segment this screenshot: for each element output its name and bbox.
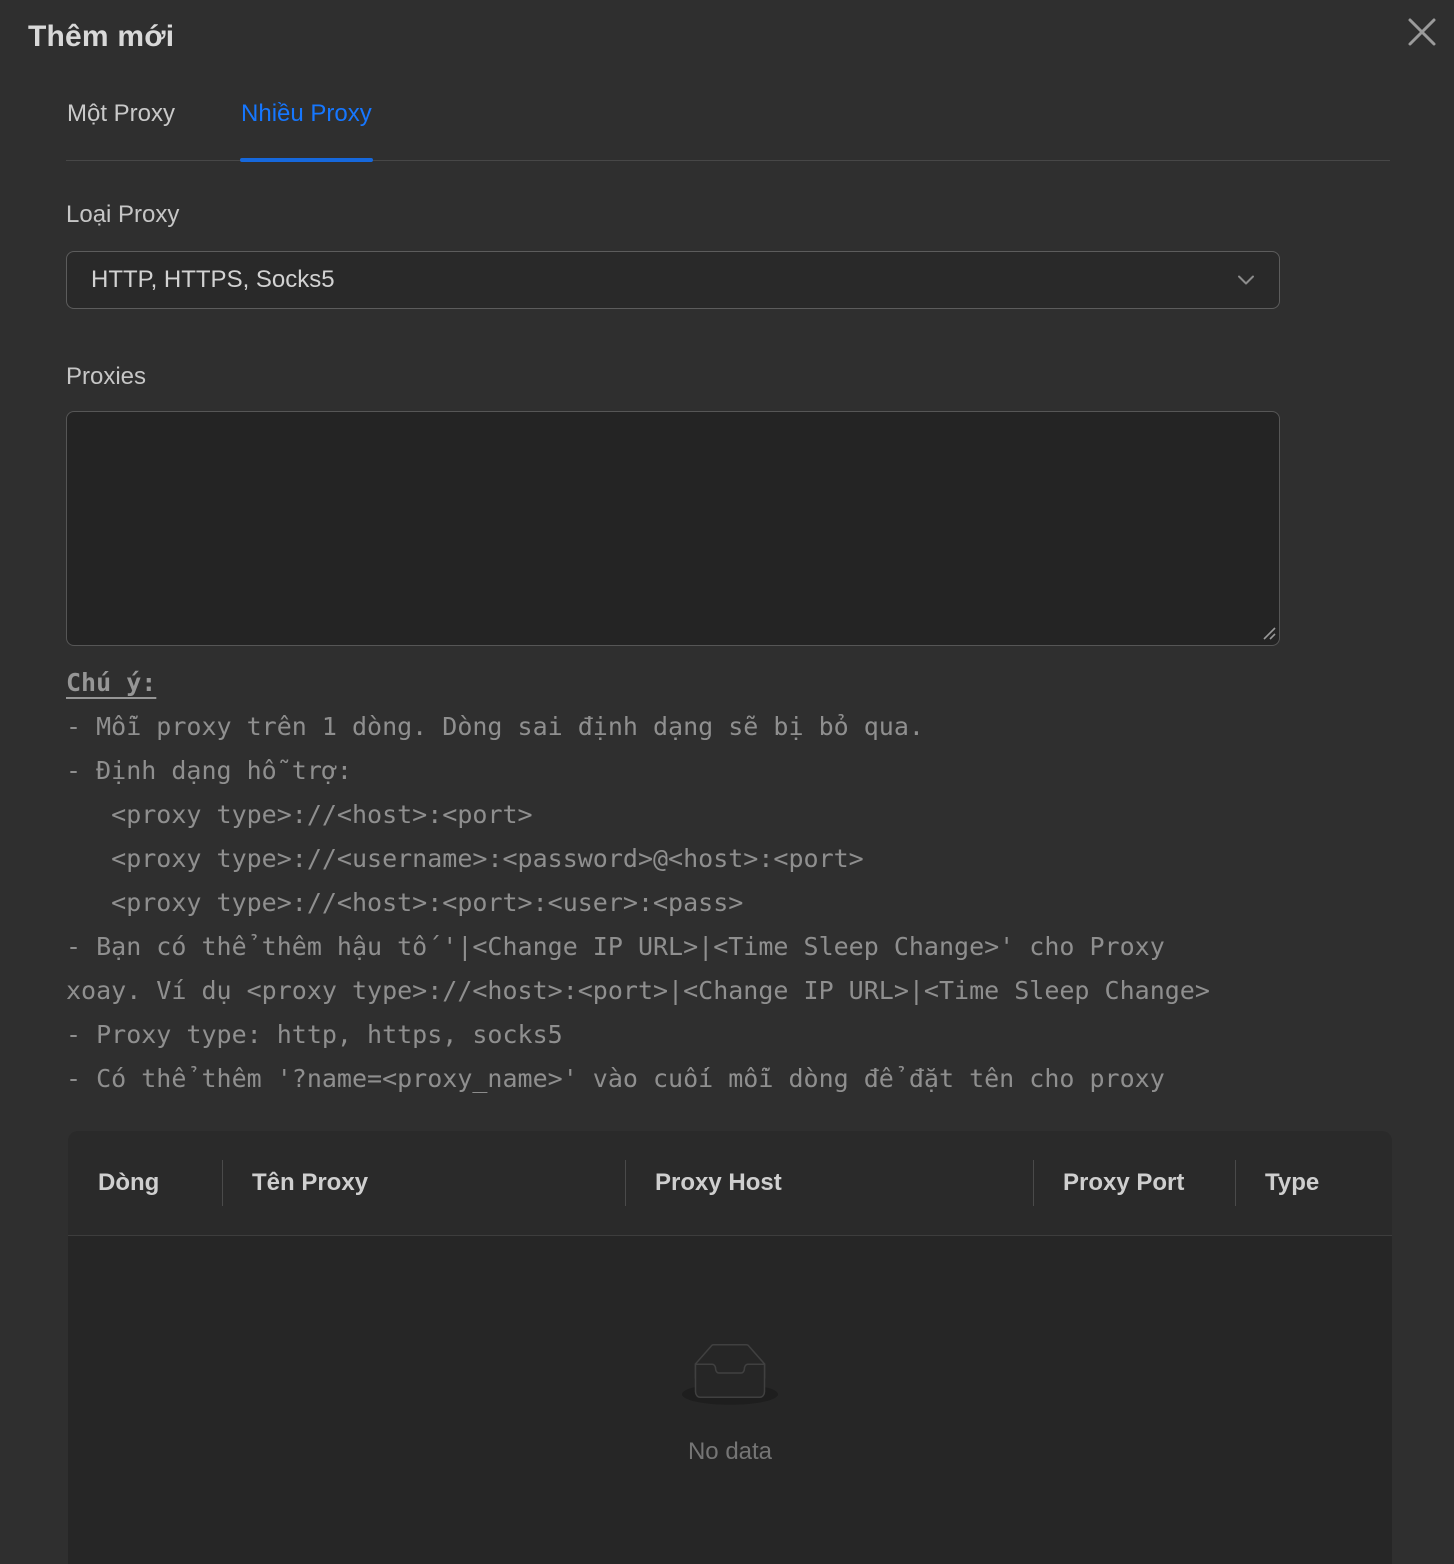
table-header-row xyxy=(68,1131,1392,1236)
close-icon xyxy=(1406,16,1438,48)
note-line: - Có thể thêm '?name=<proxy_name>' vào cuối mỗi dòng để đặt tên cho proxy xyxy=(66,1064,1165,1093)
proxy-type-select[interactable] xyxy=(66,251,1280,309)
tab-nhieu-proxy[interactable]: Nhiều Proxy xyxy=(240,96,373,160)
proxies-input[interactable] xyxy=(66,411,1280,646)
column-header-ten-proxy: Tên Proxy xyxy=(222,1131,625,1235)
modal-header xyxy=(0,0,1454,54)
column-header-proxy-host: Proxy Host xyxy=(625,1131,1033,1235)
tab-mot-proxy[interactable]: Một Proxy xyxy=(67,100,176,127)
column-header-type: Type xyxy=(1235,1131,1392,1235)
empty-state xyxy=(682,1343,778,1466)
note-line: <proxy type>://<host>:<port> xyxy=(66,800,533,829)
table-body xyxy=(68,1236,1392,1564)
note-line: <proxy type>://<username>:<password>@<host>:<port> xyxy=(66,844,864,873)
proxy-type-label: Loại Proxy xyxy=(66,201,180,228)
modal-title: Thêm mới xyxy=(28,20,175,53)
note-line: - Bạn có thể thêm hậu tố '|<Change IP URL>|<Time Sleep Change>' cho Proxy xyxy=(66,932,1165,961)
note-line: <proxy type>://<host>:<port>:<user>:<pass> xyxy=(66,888,744,917)
empty-text: No data xyxy=(687,1437,773,1465)
chevron-down-icon xyxy=(1235,269,1257,291)
modal-content xyxy=(0,201,1454,1564)
proxies-textarea-wrap xyxy=(66,411,1280,646)
note-line: - Proxy type: http, https, socks5 xyxy=(66,1020,563,1049)
empty-inbox-icon xyxy=(682,1343,778,1410)
proxy-type-selected-value: HTTP, HTTPS, Socks5 xyxy=(91,266,335,293)
notes-heading: Chú ý: xyxy=(66,668,157,697)
notes-block xyxy=(66,668,1390,1101)
tabs-bar xyxy=(66,96,1390,161)
note-line: - Mỗi proxy trên 1 dòng. Dòng sai định dạng sẽ bị bỏ qua. xyxy=(66,712,924,741)
proxies-label: Proxies xyxy=(66,363,147,390)
note-line: - Định dạng hỗ trợ: xyxy=(66,756,352,785)
resize-grip-icon[interactable] xyxy=(1262,626,1277,641)
column-header-dong: Dòng xyxy=(98,1169,160,1196)
note-line: xoay. Ví dụ <proxy type>://<host>:<port>|<Change IP URL>|<Time Sleep Change> xyxy=(66,976,1210,1005)
proxy-preview-table xyxy=(68,1131,1392,1564)
close-button[interactable] xyxy=(1400,10,1444,54)
column-header-proxy-port: Proxy Port xyxy=(1033,1131,1235,1235)
